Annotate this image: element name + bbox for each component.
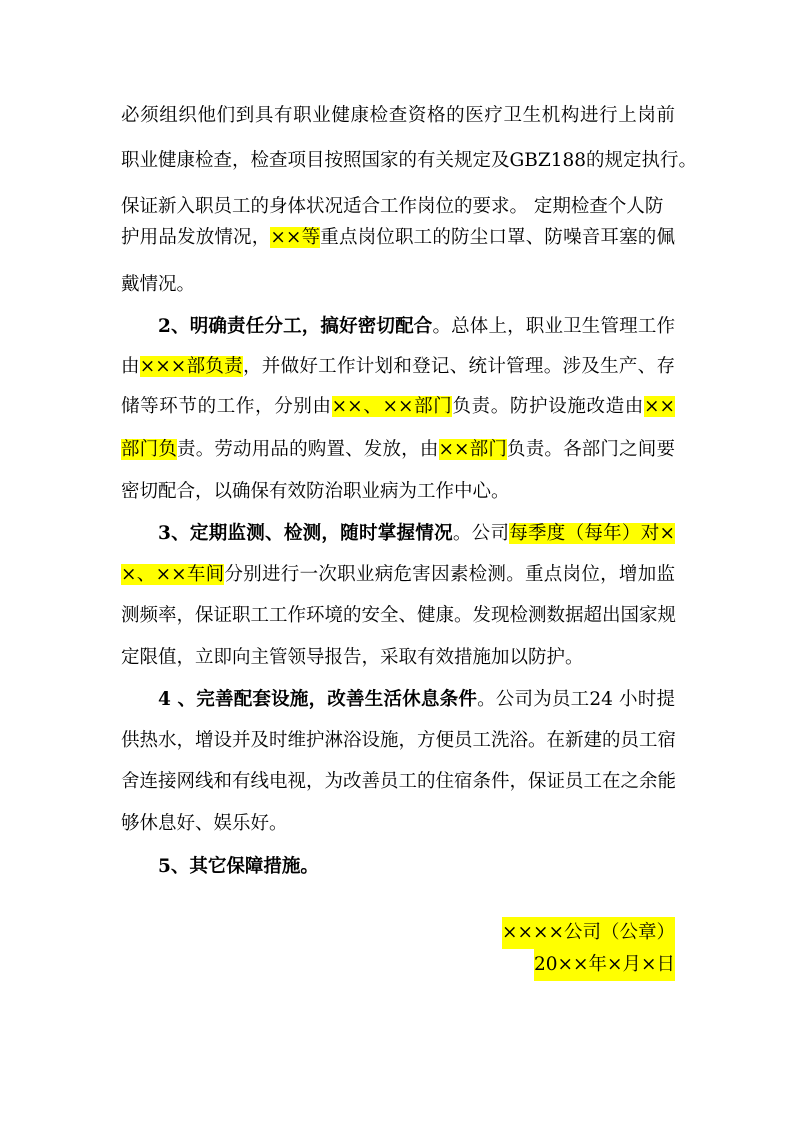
- text: ，并做好工作计划和登记、统计管理。涉及生产、存: [242, 356, 675, 377]
- text: 保证新入职员工的身体状况适合工作岗位的要求。 定期检查个人防: [121, 196, 664, 217]
- text: 够休息好、娱乐好。: [121, 813, 288, 834]
- paragraph-5-line-1: [158, 849, 675, 885]
- highlighted-placeholder: ×、××车间: [121, 564, 225, 585]
- text: 由: [121, 356, 140, 377]
- paragraph-4-line-3: [121, 764, 675, 800]
- text: 密切配合，以确保有效防治职业病为工作中心。: [121, 481, 510, 502]
- section-heading: 5、其它保障措施。: [158, 856, 319, 877]
- signature-date: 20××年×月×日: [534, 949, 675, 981]
- paragraph-1-line-4: [121, 220, 675, 256]
- text: 责。劳动用品的购置、发放，由: [177, 439, 439, 460]
- text: 重点岗位职工的防尘口罩、防噪音耳塞的佩: [320, 227, 675, 248]
- text: 职业健康检查，检查项目按照国家的有关规定及GBZ188的规定执行。: [121, 150, 698, 171]
- text: 。公司为员工24 小时提: [477, 689, 675, 710]
- highlighted-placeholder: ××: [643, 396, 675, 417]
- text: 负责。各部门之间要: [507, 439, 675, 460]
- text: 测频率，保证职工工作环境的安全、健康。发现检测数据超出国家规: [121, 605, 677, 626]
- highlighted-placeholder: ××、××部门: [331, 396, 453, 417]
- text: 护用品发放情况，: [121, 227, 271, 248]
- text: 。总体上，职业卫生管理工作: [432, 316, 675, 337]
- highlighted-placeholder: 每季度（每年）对×: [509, 523, 675, 544]
- paragraph-1-line-2: [121, 143, 698, 179]
- highlighted-placeholder: ××部门: [438, 439, 508, 460]
- highlighted-placeholder: ××等: [270, 227, 321, 248]
- text: 戴情况。: [121, 274, 196, 295]
- text: 供热水，增设并及时维护淋浴设施，方便员工洗浴。在新建的员工宿: [121, 730, 677, 751]
- text: 舍连接网线和有线电视，为改善员工的住宿条件，保证员工在之余能: [121, 771, 677, 792]
- signature-company: ××××公司（公章）: [502, 917, 675, 949]
- paragraph-2-line-3: [121, 389, 675, 425]
- paragraph-3-line-4: [121, 640, 675, 676]
- paragraph-2-line-4: [121, 432, 675, 468]
- section-heading: 4 、完善配套设施，改善生活休息条件: [158, 689, 478, 710]
- section-heading: 2、明确责任分工，搞好密切配合: [158, 316, 433, 337]
- paragraph-1-line-1: [121, 98, 675, 134]
- paragraph-4-line-2: [121, 723, 675, 759]
- paragraph-2-line-1: [158, 309, 675, 345]
- text: 定限值，立即向主管领导报告，采取有效措施加以防护。: [121, 647, 584, 668]
- text: 必须组织他们到具有职业健康检查资格的医疗卫生机构进行上岗前: [121, 105, 675, 126]
- paragraph-4-line-1: [158, 682, 675, 718]
- paragraph-3-line-3: [121, 598, 675, 634]
- text: 负责。防护设施改造由: [452, 396, 644, 417]
- highlighted-placeholder: ×××部负责: [139, 356, 243, 377]
- text: 储等环节的工作，分别由: [121, 396, 332, 417]
- text: 分别进行一次职业病危害因素检测。重点岗位，增加监: [224, 564, 675, 585]
- paragraph-3-line-2: [121, 557, 675, 593]
- highlighted-placeholder: 部门负: [121, 439, 178, 460]
- paragraph-2-line-5: [121, 474, 675, 510]
- paragraph-1-line-5: [121, 267, 675, 303]
- section-heading: 3、定期监测、检测，随时掌握情况: [158, 523, 453, 544]
- paragraph-3-line-1: [158, 516, 675, 552]
- paragraph-4-line-4: [121, 806, 675, 842]
- text: 。公司: [452, 523, 510, 544]
- paragraph-2-line-2: [121, 349, 675, 385]
